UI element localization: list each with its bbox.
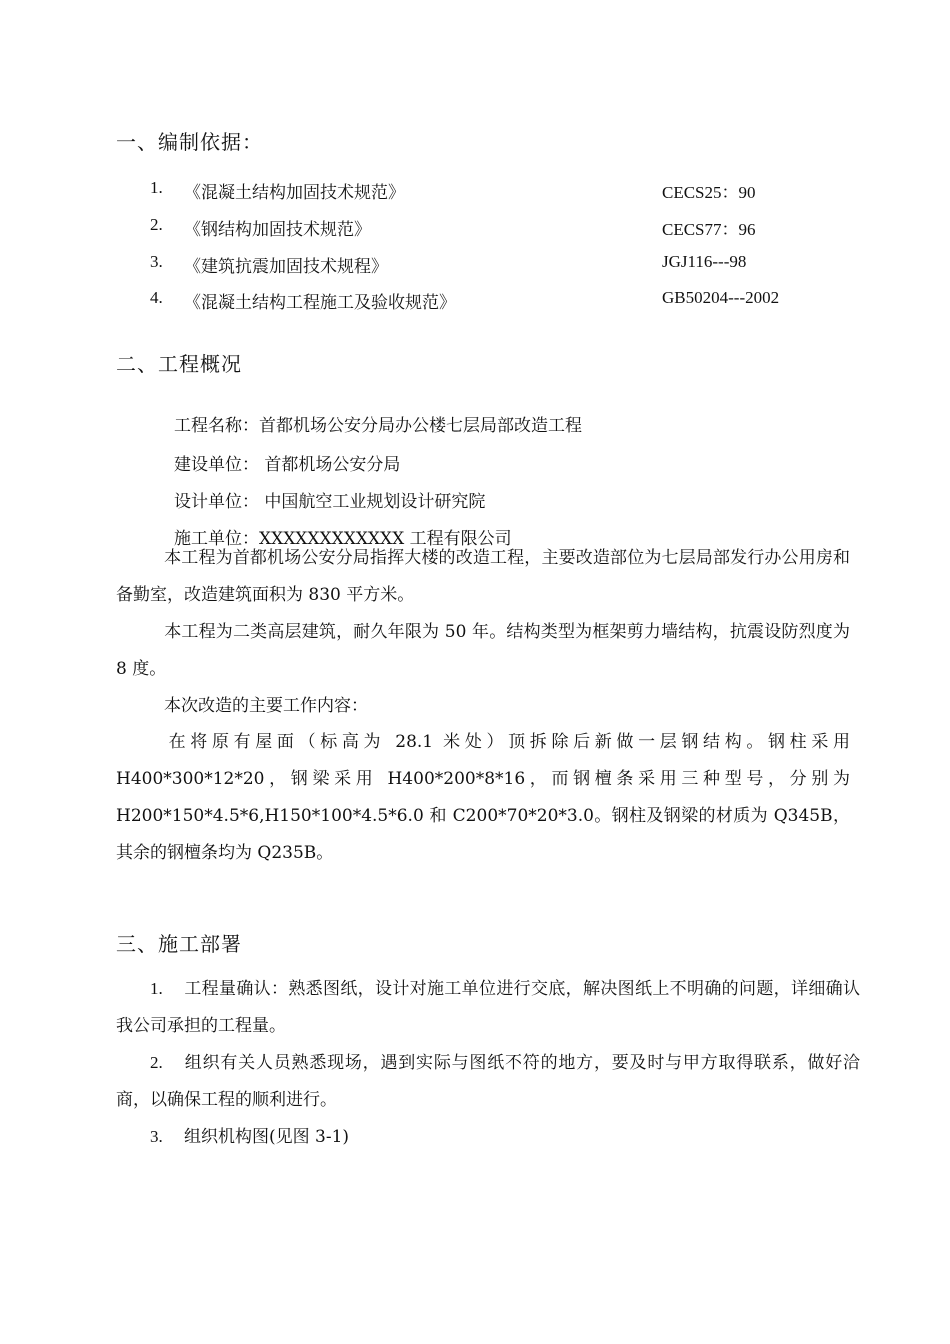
reference-code: CECS77：96 (662, 220, 756, 239)
steel-structure-paragraph: 在将原有屋面（标高为 28.1 米处）顶拆除后新做一层钢结构。钢柱采用 H400*300*12*20，钢梁采用 H400*200*8*16，而钢檀条采用三种型号，分别为 H200*150*4.5*6,H150*100*4.5*6.0 和 C200*70*20*3.0。钢柱及钢梁的材质为 Q345B，其余的钢檀条均为 Q235B。 (116, 732, 850, 863)
reference-code: CECS25：90 (662, 183, 756, 202)
reference-item (150, 288, 850, 318)
item-text: 工程量确认：熟悉图纸，设计对施工单位进行交底，解决图纸上不明确的问题，详细确认我公司承担的工程量。 (116, 979, 860, 1036)
section-heading-basis: 一、编制依据： (116, 130, 263, 154)
reference-item (150, 178, 850, 208)
reference-number: 4. (150, 288, 163, 307)
building-class-paragraph: 本工程为二类高层建筑，耐久年限为 50 年。结构类型为框架剪力墙结构，抗震设防烈度为 8 度。 (116, 622, 850, 679)
reference-title: 《钢结构加固技术规范》 (184, 220, 371, 240)
item-text: 组织有关人员熟悉现场，遇到实际与图纸不符的地方，要及时与甲方取得联系，做好洽商，以确保工程的顺利进行。 (116, 1053, 860, 1110)
item-text: 组织机构图(见图 3-1) (184, 1127, 350, 1147)
reference-title: 《混凝土结构工程施工及验收规范》 (184, 293, 456, 313)
deployment-item (116, 970, 860, 1045)
construction-unit: 施工单位：XXXXXXXXXXXX 工程有限公司 (174, 529, 512, 549)
reference-code: GB50204---2002 (662, 288, 780, 307)
work-content-intro: 本次改造的主要工作内容： (164, 696, 368, 716)
reference-item (150, 215, 850, 245)
reference-item (150, 252, 850, 282)
reference-number: 2. (150, 215, 163, 234)
design-unit: 设计单位： 中国航空工业规划设计研究院 (174, 492, 486, 512)
item-number: 1. (150, 979, 163, 998)
client-unit: 建设单位： 首都机场公安分局 (174, 455, 401, 475)
section-heading-overview: 二、工程概况 (116, 352, 242, 376)
section-heading-deployment: 三、施工部署 (116, 932, 242, 956)
overview-paragraph: 本工程为首都机场公安分局指挥大楼的改造工程，主要改造部位为七层局部发行办公用房和备勤室，改造建筑面积为 830 平方米。 (116, 548, 850, 605)
deployment-item (116, 1118, 860, 1156)
item-number: 3. (150, 1127, 163, 1146)
reference-title: 《混凝土结构加固技术规范》 (184, 183, 405, 203)
item-number: 2. (150, 1053, 163, 1072)
reference-number: 3. (150, 252, 163, 271)
reference-title: 《建筑抗震加固技术规程》 (184, 257, 388, 277)
reference-number: 1. (150, 178, 163, 197)
deployment-item (116, 1044, 860, 1119)
project-name: 工程名称：首都机场公安分局办公楼七层局部改造工程 (174, 416, 582, 436)
reference-code: JGJ116---98 (662, 252, 747, 271)
